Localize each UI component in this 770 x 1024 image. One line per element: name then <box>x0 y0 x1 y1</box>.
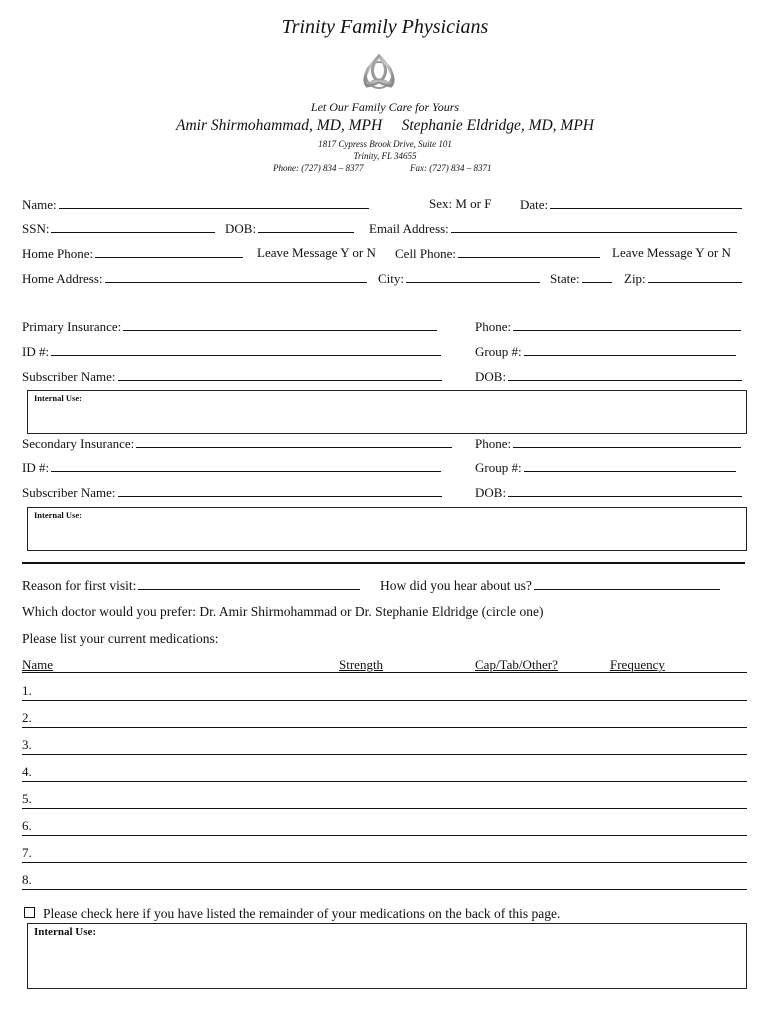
secondary-subscriber-label: Subscriber Name: <box>22 485 116 500</box>
medications-header <box>22 658 747 673</box>
email-label: Email Address: <box>369 221 449 236</box>
primary-group-label: Group #: <box>475 344 522 359</box>
cell-phone-field[interactable] <box>395 245 602 262</box>
primary-insurance-label: Primary Insurance: <box>22 319 122 334</box>
col-name: Name <box>22 657 54 672</box>
more-medications-label: Please check here if you have listed the remainder of your medications on the back of this page. <box>43 906 561 921</box>
col-form: Cap/Tab/Other? <box>475 657 558 672</box>
col-frequency: Frequency <box>610 657 665 672</box>
row-number: 8. <box>22 872 32 887</box>
secondary-group-field[interactable] <box>475 459 738 476</box>
row-number: 5. <box>22 791 32 806</box>
primary-group-field[interactable] <box>475 343 738 360</box>
primary-internal-use-box <box>27 390 747 434</box>
row-number: 7. <box>22 845 32 860</box>
secondary-dob-label: DOB: <box>475 485 507 500</box>
city-field[interactable] <box>378 270 542 287</box>
medication-row[interactable] <box>22 764 747 782</box>
secondary-phone-field[interactable] <box>475 435 743 452</box>
primary-subscriber-label: Subscriber Name: <box>22 369 116 384</box>
medication-row[interactable] <box>22 737 747 755</box>
cell-phone-label: Cell Phone: <box>395 246 457 261</box>
secondary-group-label: Group #: <box>475 460 522 475</box>
row-number: 4. <box>22 764 32 779</box>
secondary-internal-use-box <box>27 507 747 551</box>
secondary-internal-use-label: Internal Use: <box>34 510 82 520</box>
trinity-knot-logo <box>359 52 399 94</box>
referral-source-field[interactable] <box>380 577 722 594</box>
medication-row[interactable] <box>22 791 747 809</box>
reason-label: Reason for first visit: <box>22 578 137 593</box>
secondary-subscriber-field[interactable] <box>22 484 444 501</box>
medication-row[interactable] <box>22 818 747 836</box>
date-label: Date: <box>520 197 549 212</box>
clinic-title: Trinity Family Physicians <box>281 16 489 38</box>
medication-row[interactable] <box>22 872 747 890</box>
ssn-field[interactable] <box>22 220 217 237</box>
leave-message-cell[interactable]: Leave Message Y or N <box>612 245 731 260</box>
footer-internal-use-label: Internal Use: <box>34 926 97 938</box>
sex-field[interactable]: Sex: M or F <box>429 196 492 211</box>
reason-for-visit-field[interactable] <box>22 577 362 594</box>
row-number: 1. <box>22 683 32 698</box>
more-medications-checkbox-row <box>24 906 560 922</box>
dob-field[interactable] <box>225 220 356 237</box>
state-field[interactable] <box>550 270 614 287</box>
home-address-field[interactable] <box>22 270 369 287</box>
secondary-phone-label: Phone: <box>475 436 512 451</box>
dob-label: DOB: <box>225 221 257 236</box>
home-phone-label: Home Phone: <box>22 246 94 261</box>
clinic-fax: Fax: (727) 834 – 8371 <box>410 163 492 173</box>
email-field[interactable] <box>369 220 739 237</box>
secondary-id-label: ID #: <box>22 460 50 475</box>
section-divider <box>22 562 745 564</box>
medication-row[interactable] <box>22 710 747 728</box>
name-label: Name: <box>22 197 57 212</box>
primary-dob-field[interactable] <box>475 368 744 385</box>
ssn-label: SSN: <box>22 221 50 236</box>
row-number: 2. <box>22 710 32 725</box>
date-field[interactable] <box>520 196 744 213</box>
tagline: Let Our Family Care for Yours <box>310 100 460 114</box>
row-number: 6. <box>22 818 32 833</box>
state-label: State: <box>550 271 580 286</box>
secondary-insurance-label: Secondary Insurance: <box>22 436 135 451</box>
primary-phone-label: Phone: <box>475 319 512 334</box>
primary-dob-label: DOB: <box>475 369 507 384</box>
home-address-label: Home Address: <box>22 271 103 286</box>
address-line-2: Trinity, FL 34655 <box>353 151 417 161</box>
zip-label: Zip: <box>624 271 646 286</box>
medication-row[interactable] <box>22 845 747 863</box>
primary-phone-field[interactable] <box>475 318 743 335</box>
name-field[interactable] <box>22 196 371 213</box>
doctor-preference[interactable]: Which doctor would you prefer: Dr. Amir Shirmohammad or Dr. Stephanie Eldridge (circle one) <box>22 604 544 619</box>
primary-id-label: ID #: <box>22 344 50 359</box>
doctor-names: Amir Shirmohammad, MD, MPH Stephanie Eldridge, MD, MPH <box>175 117 594 134</box>
row-number: 3. <box>22 737 32 752</box>
more-medications-checkbox[interactable] <box>24 907 35 918</box>
home-phone-field[interactable] <box>22 245 245 262</box>
secondary-id-field[interactable] <box>22 459 443 476</box>
medication-row[interactable] <box>22 683 747 701</box>
city-label: City: <box>378 271 405 286</box>
address-line-1: 1817 Cypress Brook Drive, Suite 101 <box>318 139 452 149</box>
primary-id-field[interactable] <box>22 343 443 360</box>
primary-subscriber-field[interactable] <box>22 368 444 385</box>
medications-prompt: Please list your current medications: <box>22 631 219 646</box>
leave-message-home[interactable]: Leave Message Y or N <box>257 245 376 260</box>
primary-insurance-field[interactable] <box>22 318 439 335</box>
col-strength: Strength <box>339 657 384 672</box>
footer-internal-use-box <box>27 923 747 989</box>
clinic-phone: Phone: (727) 834 – 8377 <box>273 163 364 173</box>
primary-internal-use-label: Internal Use: <box>34 393 82 403</box>
referral-label: How did you hear about us? <box>380 578 532 593</box>
zip-field[interactable] <box>624 270 744 287</box>
secondary-insurance-field[interactable] <box>22 435 454 452</box>
secondary-dob-field[interactable] <box>475 484 744 501</box>
